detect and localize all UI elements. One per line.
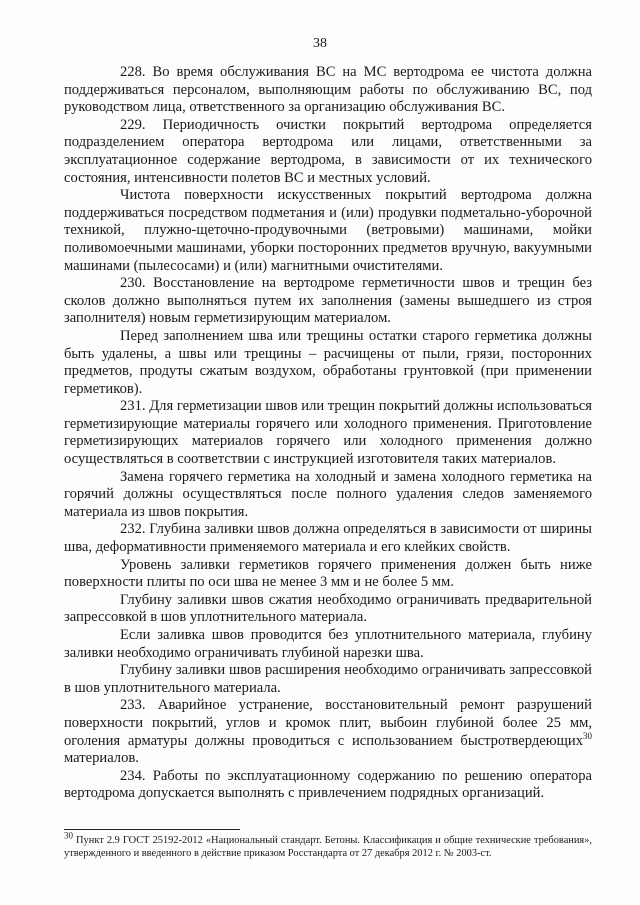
paragraph-228: 228. Во время обслуживания ВС на МС вертодрома ее чистота должна поддерживаться персоналом, выполняющим работы по обслуживанию ВС, под руководством лица, ответственного за организацию обслуживания ВС. (64, 64, 592, 116)
paragraph-231: 231. Для герметизации швов или трещин покрытий должны использоваться герметизирующие материалы горячего или холодного применения. Приготовление герметизирующих материалов горячего или холодного применения должно осуществляться в соответствии с инструкцией изготовителя таких материалов. (64, 398, 592, 468)
page-number: 38 (313, 36, 327, 51)
footnote (64, 830, 592, 861)
paragraph-232-expansion-joints: Глубину заливки швов расширения необходимо ограничивать запрессовкой в шов уплотнительного материала. (64, 662, 592, 696)
footnote-divider (64, 829, 240, 830)
paragraph-229: 229. Периодичность очистки покрытий вертодрома определяется подразделением оператора вертодрома или лицами, ответственными за эксплуатационное содержание вертодрома, в зависимости от их технического состояния, интенсивности полетов ВС и местных условий. (64, 116, 592, 186)
paragraph-229-cleaning: Чистота поверхности искусственных покрытий вертодрома должна поддерживаться посредством подметания и (или) продувки подметально-уборочной техникой, плужно-щеточно-продувочными (ветровыми) машинами, мойки поливомоечными машинами, уборки посторонних предметов вручную, вакуумными машинами (пылесосами) и (или) магнитными очистителями. (64, 187, 592, 274)
paragraph-232-no-sealing-material: Если заливка швов проводится без уплотнительного материала, глубину заливки необходимо ограничивать глубиной нарезки шва. (64, 627, 592, 661)
paragraph-230-preparation: Перед заполнением шва или трещины остатки старого герметика должны быть удалены, а швы или трещины – расчищены от пыли, грязи, посторонних предметов, продуты сжатым воздухом, обработаны грунтовкой (при применении герметиков). (64, 327, 592, 397)
body-text (64, 64, 592, 803)
footnote-reference[interactable]: 30 (583, 730, 592, 741)
paragraph-233 (64, 697, 592, 767)
footnote-mark: 30 (64, 830, 73, 841)
paragraph-232: 232. Глубина заливки швов должна определяться в зависимости от ширины шва, деформативности применяемого материала и его клейких свойств. (64, 521, 592, 556)
paragraph-234: 234. Работы по эксплуатационному содержанию по решению оператора вертодрома допускается выполнять с привлечением подрядных организаций. (64, 767, 592, 802)
paragraph-233-text-end: материалов. (64, 750, 139, 767)
paragraph-232-compression-joints: Глубину заливки швов сжатия необходимо ограничивать предварительной запрессовкой в шов уплотнительного материала. (64, 591, 592, 626)
footnote-text: Пункт 2.9 ГОСТ 25192-2012 «Национальный стандарт. Бетоны. Классификация и общие технические требования», утвержденного и введенного в действие приказом Росстандарта от 27 декабря 2012 г. № 2003-ст. (64, 835, 592, 860)
paragraph-231-replacement: Замена горячего герметика на холодный и замена холодного герметика на горячий должны осуществляться после полного удаления следов заменяемого материала из швов покрытия. (64, 468, 592, 520)
paragraph-233-text: 233. Аварийное устранение, восстановительный ремонт разрушений поверхности покрытий, углов и кромок плит, выбоин глубиной более 25 мм, оголения арматуры должны проводиться с использованием быстротвердеющих (64, 697, 592, 749)
paragraph-232-hot-sealant-level: Уровень заливки герметиков горячего применения должен быть ниже поверхности плиты по оси шва не менее 3 мм и не более 5 мм. (64, 556, 592, 591)
paragraph-230: 230. Восстановление на вертодроме герметичности швов и трещин без сколов должно выполняться путем их заполнения (замены вышедшего из строя заполнителя) новым герметизирующим материалом. (64, 275, 592, 327)
